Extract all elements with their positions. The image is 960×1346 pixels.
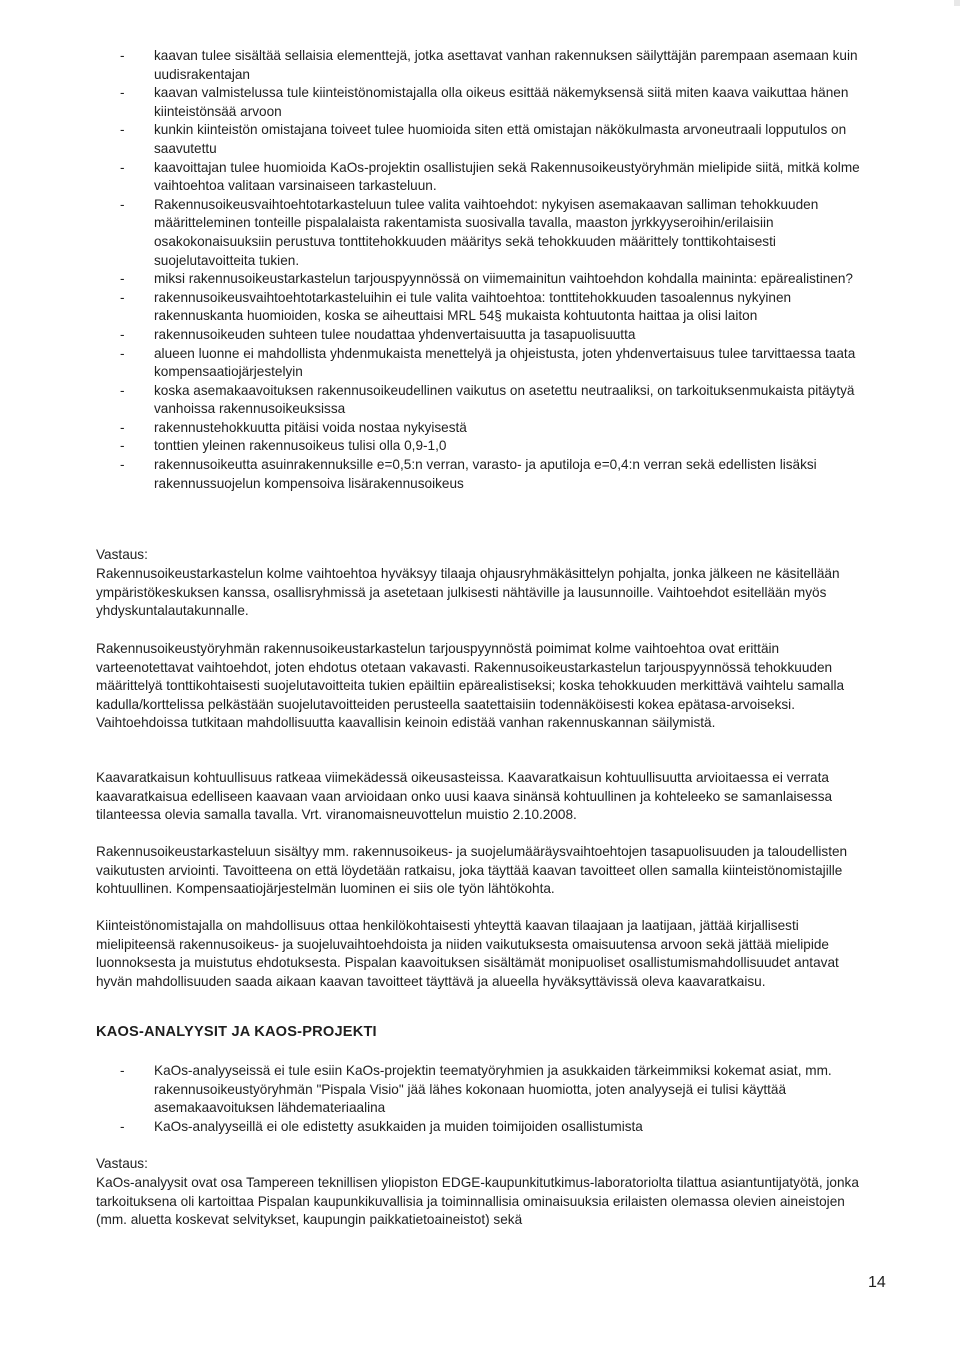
list-item: - rakennusoikeutta asuinrakennuksille e=0,5:n verran, varasto- ja aputiloja e=0,4:n verran sekä edellisten lisäksi rakennussuojelun kompensoiva lisärakennusoikeus: [120, 456, 876, 493]
list-item: - kaavan valmistelussa tule kiinteistönomistajalla olla oikeus esittää näkemyksensä siitä miten kaava vaikuttaa hänen kiinteistönsää arvoon: [120, 84, 876, 121]
list-item: - kaavoittajan tulee huomioida KaOs-projektin osallistujien sekä Rakennusoikeustyöryhmän mielipide siitä, mitkä kolme vaihtoehtoa valitaan varsinaiseen tarkasteluun.: [120, 159, 876, 196]
list-item: - alueen luonne ei mahdollista yhdenmukaista menettelyä ja ohjeistusta, joten yhdenvertaisuus tulee tarvittaessa taata kompensaatiojärjestelyin: [120, 345, 876, 382]
list-item: - koska asemakaavoituksen rakennusoikeudellinen vaikutus on asetettu neutraaliksi, on tarkoituksenmukaista pitäytyä vanhoissa rakennusoikeuksissa: [120, 382, 876, 419]
list-item: - kunkin kiinteistön omistajana toiveet tulee huomioida siten että omistajan näkökulmasta arvoneutraali lopputulos on saavutettu: [120, 121, 876, 158]
section-heading: KAOS-ANALYYSIT JA KAOS-PROJEKTI: [96, 1024, 377, 1040]
answer-label: Vastaus:: [96, 1156, 148, 1171]
answer-paragraph: KaOs-analyysit ovat osa Tampereen teknillisen yliopiston EDGE-kaupunkitutkimus-laboratoriolta tilattua asiantuntijatyötä, jonka tarkoituksena oli kartoittaa Pispalan kaupunkikuvallisia ja toiminnallisia ominaisuuksia erilaisten olemassa olevien aineistojen (mm. aluetta koskevat selvitykset, kaupungin paikkatietoaineistot) sekä: [96, 1175, 859, 1228]
paragraph: Rakennusoikeustarkasteluun sisältyy mm. rakennusoikeus- ja suojelumääräysvaihtoehtojen tasapuolisuuden ja taloudellisten vaikutusten arviointi. Tavoitteena on että löydetään ratkaisu, joka täyttää kaavan tavoitteet ollen samalla kiinteistönomistajille kohtuullinen. Kompensaatiojärjestelmän luominen ei siis ole työn lähtökohta.: [96, 844, 848, 897]
paragraph: Kaavaratkaisun kohtuullisuus ratkeaa viimekädessä oikeusasteissa. Kaavaratkaisun kohtuullisuutta arvioitaessa ei verrata kaavaratkaisua edelliseen kaavaan vaan arvioidaan onko uusi kaava sinänsä kohtuullinen ja kohteleeko se samanlaisessa tilanteessa olevia samalla tavalla. Vrt. viranomaisneuvottelun muistio 2.10.2008.: [96, 770, 833, 823]
list-item: - Rakennusoikeusvaihtoehtotarkasteluun tulee valita vaihtoehdot: nykyisen asemakaavan salliman tehokkuuden määritteleminen tonteille pispalalaista rakentamista suosivalla tavalla, maaston jyrkkyyseroihin/erilaisiin osakokonaisuuksiin perustuva tonttitehokkuuden määritys sekä tehokkuuden määrittely tonttikohtaisesti suojelutavoitteita tukien.: [120, 196, 876, 270]
bullet-list-requirements: [120, 47, 876, 493]
list-item: - KaOs-analyyseissä ei tule esiin KaOs-projektin teematyöryhmien ja asukkaiden tärkeimmiksi kokemat asiat, mm. rakennusoikeustyöryhmän "Pispala Visio" jää lähes kokonaan huomiotta, joten analyysejä ei tulisi käyttää asemakaavoituksen lähdemateriaalina: [120, 1062, 876, 1118]
list-item: - kaavan tulee sisältää sellaisia elementtejä, jotka asettavat vanhan rakennuksen säilyttäjän parempaan asemaan kuin uudisrakentajan: [120, 47, 876, 84]
page-number: 14: [868, 1274, 886, 1291]
paragraph: Kiinteistönomistajalla on mahdollisuus ottaa henkilökohtaisesti yhteyttä kaavan tilaajaan ja laatijaan, jättää kirjallisesti mielipiteensä rakennusoikeus- ja suojeluvaihtoehdoista ja niiden vaikutuksesta omaisuutensa arvoon sekä jättää mielipide luonnoksesta ja muistutus ehdotuksesta. Pispalan kaavoituksen sisältämät monipuoliset osallistumismahdollisuudet antavat hyvän mahdollisuuden saada aikaan kaavan tavoitteet täyttävä ja alueella hyväksyttävissä oleva kaavaratkaisu.: [96, 918, 839, 989]
list-item: - rakennusoikeuden suhteen tulee noudattaa yhdenvertaisuutta ja tasapuolisuutta: [120, 326, 876, 345]
list-item: - rakennusoikeusvaihtoehtotarkasteluihin ei tule valita vaihtoehtoa: tonttitehokkuuden tasoalennus nykyinen rakennuskanta huomioiden, koska se aiheuttaisi MRL 54§ mukaista kohtuutonta haittaa ja olisi laiton: [120, 289, 876, 326]
answer-label: Vastaus:: [96, 547, 148, 562]
list-item: - tonttien yleinen rakennusoikeus tulisi olla 0,9-1,0: [120, 437, 876, 456]
list-item: - rakennustehokkuutta pitäisi voida nostaa nykyisestä: [120, 419, 876, 438]
paragraph: Rakennusoikeustyöryhmän rakennusoikeustarkastelun tarjouspyynnöstä poimimat kolme vaihtoehtoa ovat erittäin varteenotettavat vaihtoehdot, joten ehdotus otetaan vakavasti. Rakennusoikeustarkastelun tarjouspyynnössä tehokkuuden määrittelyä tonttikohtaisesti suojelutavoitteita tukien epäiltiin epärealistiseksi; koska tehokkuuden merkittävä vaihtelu samalla kadulla/korttelissa pelkästään suojelutavoitteiden perusteella saatettaisiin todennäköisesti kokea epätasa-arvoiseksi. Vaihtoehdoissa tutkitaan mahdollisuutta kaavallisin keinoin edistää vanhan rakennuskannan säilymistä.: [96, 641, 845, 731]
list-item: - miksi rakennusoikeustarkastelun tarjouspyynnössä on viimemainitun vaihtoehdon kohdalla maininta: epärealistinen?: [120, 270, 876, 289]
answer-paragraph: Rakennusoikeustarkastelun kolme vaihtoehtoa hyväksyy tilaaja ohjausryhmäkäsittelyn pohjalta, jonka jälkeen ne käsitellään ympäristökeskuksen kanssa, osallisryhmissä ja asetetaan julkisesti nähtäville ja lausunnoille. Vaihtoehdot esitellään myös yhdyskuntalautakunnalle.: [96, 566, 840, 619]
bullet-list-kaos: [120, 1062, 876, 1136]
scan-edge-mark: [954, 0, 960, 6]
list-item: - KaOs-analyyseillä ei ole edistetty asukkaiden ja muiden toimijoiden osallistumista: [120, 1118, 876, 1137]
